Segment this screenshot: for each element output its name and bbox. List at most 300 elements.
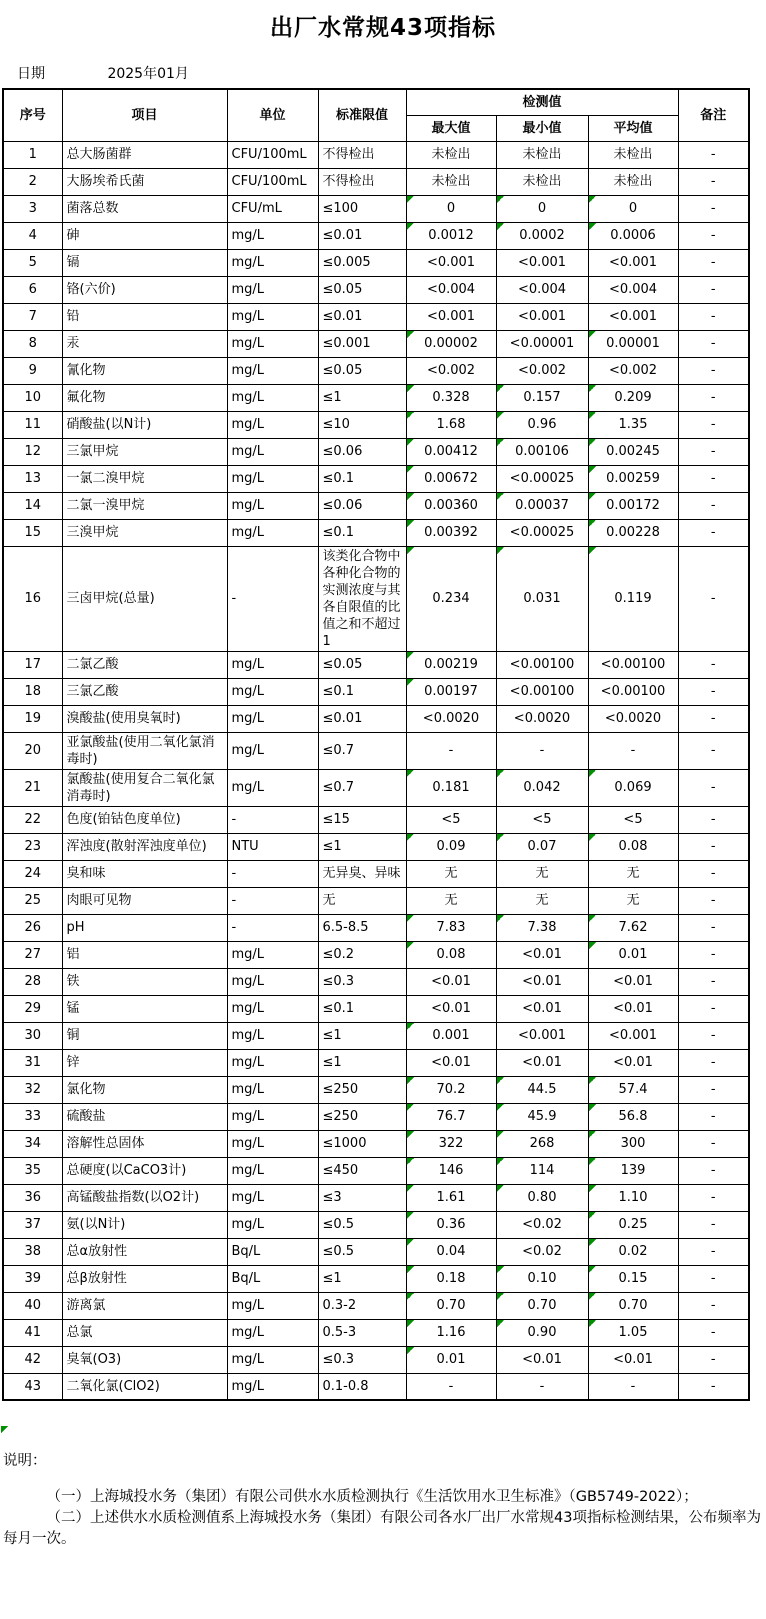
unit-cell: mg/L <box>227 1157 318 1184</box>
min-value-cell: 无 <box>496 860 588 887</box>
unit-cell: mg/L <box>227 1022 318 1049</box>
header-seq: 序号 <box>3 89 62 141</box>
max-value-cell: 0.01 <box>406 1346 496 1373</box>
item-cell: 亚氯酸盐(使用二氧化氯消毒时) <box>62 732 227 769</box>
unit-cell: mg/L <box>227 732 318 769</box>
min-value-cell: 0.042 <box>496 769 588 806</box>
item-cell: 总氯 <box>62 1319 227 1346</box>
limit-cell: ≤0.05 <box>318 276 406 303</box>
min-value-cell: 7.38 <box>496 914 588 941</box>
unit-cell: mg/L <box>227 968 318 995</box>
unit-cell: mg/L <box>227 1130 318 1157</box>
limit-cell: ≤3 <box>318 1184 406 1211</box>
seq-cell: 16 <box>3 546 62 651</box>
limit-cell: ≤0.7 <box>318 769 406 806</box>
min-value-cell: <0.00100 <box>496 678 588 705</box>
avg-value-cell: <0.001 <box>588 249 678 276</box>
unit-cell: mg/L <box>227 222 318 249</box>
unit-cell: CFU/mL <box>227 195 318 222</box>
item-cell: 氰化物 <box>62 357 227 384</box>
seq-cell: 26 <box>3 914 62 941</box>
seq-cell: 35 <box>3 1157 62 1184</box>
seq-cell: 9 <box>3 357 62 384</box>
unit-cell: mg/L <box>227 1049 318 1076</box>
min-value-cell: <0.02 <box>496 1211 588 1238</box>
max-value-cell: <0.002 <box>406 357 496 384</box>
seq-cell: 40 <box>3 1292 62 1319</box>
seq-cell: 20 <box>3 732 62 769</box>
seq-cell: 29 <box>3 995 62 1022</box>
limit-cell: ≤0.1 <box>318 678 406 705</box>
max-value-cell: <0.01 <box>406 995 496 1022</box>
item-cell: 三溴甲烷 <box>62 519 227 546</box>
table-row <box>3 141 749 168</box>
unit-cell: mg/L <box>227 303 318 330</box>
remark-cell: - <box>678 1157 749 1184</box>
note-item: （一）上海城投水务（集团）有限公司供水水质检测执行《生活饮用水卫生标准》（GB5749-2022）； <box>46 1489 698 1505</box>
table-row <box>3 1238 749 1265</box>
seq-cell: 39 <box>3 1265 62 1292</box>
min-value-cell: 0.157 <box>496 384 588 411</box>
remark-cell: - <box>678 732 749 769</box>
table-row <box>3 168 749 195</box>
header-avg: 平均值 <box>588 115 678 141</box>
remark-cell: - <box>678 168 749 195</box>
header-detection: 检测值 <box>406 89 678 115</box>
max-value-cell: 0.001 <box>406 1022 496 1049</box>
avg-value-cell: 未检出 <box>588 168 678 195</box>
limit-cell: ≤0.001 <box>318 330 406 357</box>
avg-value-cell: 无 <box>588 887 678 914</box>
seq-cell: 18 <box>3 678 62 705</box>
avg-value-cell: 0.0006 <box>588 222 678 249</box>
header-min: 最小值 <box>496 115 588 141</box>
unit-cell: mg/L <box>227 465 318 492</box>
header-limit: 标准限值 <box>318 89 406 141</box>
remark-cell: - <box>678 1346 749 1373</box>
max-value-cell: 0.00002 <box>406 330 496 357</box>
min-value-cell: 114 <box>496 1157 588 1184</box>
avg-value-cell: 7.62 <box>588 914 678 941</box>
min-value-cell: <0.01 <box>496 968 588 995</box>
limit-cell: ≤0.5 <box>318 1211 406 1238</box>
table-row <box>3 1292 749 1319</box>
seq-cell: 31 <box>3 1049 62 1076</box>
item-cell: 三氯甲烷 <box>62 438 227 465</box>
max-value-cell: 7.83 <box>406 914 496 941</box>
seq-cell: 23 <box>3 833 62 860</box>
item-cell: 镉 <box>62 249 227 276</box>
limit-cell: ≤0.06 <box>318 438 406 465</box>
unit-cell: mg/L <box>227 678 318 705</box>
avg-value-cell: <0.01 <box>588 1346 678 1373</box>
item-cell: 总大肠菌群 <box>62 141 227 168</box>
remark-cell: - <box>678 1292 749 1319</box>
min-value-cell: 0.90 <box>496 1319 588 1346</box>
max-value-cell: 0.00360 <box>406 492 496 519</box>
seq-cell: 42 <box>3 1346 62 1373</box>
table-row <box>3 705 749 732</box>
table-row <box>3 806 749 833</box>
avg-value-cell: <0.01 <box>588 1049 678 1076</box>
limit-cell: 6.5-8.5 <box>318 914 406 941</box>
table-row <box>3 1130 749 1157</box>
avg-value-cell: <0.00100 <box>588 651 678 678</box>
item-cell: 铅 <box>62 303 227 330</box>
remark-cell: - <box>678 806 749 833</box>
avg-value-cell: 57.4 <box>588 1076 678 1103</box>
seq-cell: 5 <box>3 249 62 276</box>
unit-cell: mg/L <box>227 1211 318 1238</box>
remark-cell: - <box>678 1211 749 1238</box>
unit-cell: mg/L <box>227 1346 318 1373</box>
limit-cell: 无异臭、异味 <box>318 860 406 887</box>
limit-cell: ≤1 <box>318 384 406 411</box>
min-value-cell: 0.07 <box>496 833 588 860</box>
min-value-cell: <0.002 <box>496 357 588 384</box>
table-row <box>3 941 749 968</box>
avg-value-cell: <0.01 <box>588 968 678 995</box>
limit-cell: 0.5-3 <box>318 1319 406 1346</box>
item-cell: 硫酸盐 <box>62 1103 227 1130</box>
item-cell: 铁 <box>62 968 227 995</box>
item-cell: 三卤甲烷(总量) <box>62 546 227 651</box>
table-row <box>3 384 749 411</box>
remark-cell: - <box>678 1319 749 1346</box>
avg-value-cell: 0.00172 <box>588 492 678 519</box>
remark-cell: - <box>678 678 749 705</box>
unit-cell: mg/L <box>227 1103 318 1130</box>
max-value-cell: 未检出 <box>406 168 496 195</box>
limit-cell: ≤100 <box>318 195 406 222</box>
max-value-cell: <0.01 <box>406 968 496 995</box>
unit-cell: Bq/L <box>227 1265 318 1292</box>
remark-cell: - <box>678 384 749 411</box>
avg-value-cell: <0.001 <box>588 303 678 330</box>
avg-value-cell: 0.08 <box>588 833 678 860</box>
avg-value-cell: 300 <box>588 1130 678 1157</box>
remark-cell: - <box>678 546 749 651</box>
avg-value-cell: 1.35 <box>588 411 678 438</box>
remark-cell: - <box>678 438 749 465</box>
table-row <box>3 492 749 519</box>
avg-value-cell: <0.0020 <box>588 705 678 732</box>
min-value-cell: <0.01 <box>496 1049 588 1076</box>
table-row <box>3 1373 749 1400</box>
min-value-cell: 0.96 <box>496 411 588 438</box>
seq-cell: 8 <box>3 330 62 357</box>
remark-cell: - <box>678 357 749 384</box>
max-value-cell: 0.00412 <box>406 438 496 465</box>
remark-cell: - <box>678 411 749 438</box>
max-value-cell: 0 <box>406 195 496 222</box>
remark-cell: - <box>678 249 749 276</box>
remark-cell: - <box>678 914 749 941</box>
unit-cell: mg/L <box>227 941 318 968</box>
remark-cell: - <box>678 519 749 546</box>
item-cell: 一氯二溴甲烷 <box>62 465 227 492</box>
table-row <box>3 1076 749 1103</box>
limit-cell: ≤0.1 <box>318 465 406 492</box>
avg-value-cell: 0.209 <box>588 384 678 411</box>
item-cell: 氨(以N计) <box>62 1211 227 1238</box>
item-cell: 二氯一溴甲烷 <box>62 492 227 519</box>
stray-text-flag-triangle <box>1 1426 8 1433</box>
remark-cell: - <box>678 465 749 492</box>
seq-cell: 32 <box>3 1076 62 1103</box>
limit-cell: ≤0.01 <box>318 222 406 249</box>
remark-cell: - <box>678 887 749 914</box>
unit-cell: CFU/100mL <box>227 168 318 195</box>
unit-cell: mg/L <box>227 249 318 276</box>
seq-cell: 12 <box>3 438 62 465</box>
seq-cell: 19 <box>3 705 62 732</box>
seq-cell: 25 <box>3 887 62 914</box>
item-cell: 臭和味 <box>62 860 227 887</box>
limit-cell: ≤0.5 <box>318 1238 406 1265</box>
unit-cell: mg/L <box>227 357 318 384</box>
min-value-cell: 0.0002 <box>496 222 588 249</box>
avg-value-cell: 0.069 <box>588 769 678 806</box>
item-cell: 大肠埃希氏菌 <box>62 168 227 195</box>
avg-value-cell: - <box>588 732 678 769</box>
seq-cell: 11 <box>3 411 62 438</box>
max-value-cell: 0.08 <box>406 941 496 968</box>
avg-value-cell: 0.15 <box>588 1265 678 1292</box>
avg-value-cell: <0.01 <box>588 995 678 1022</box>
date-value: 2025年01月 <box>107 66 189 82</box>
max-value-cell: 0.18 <box>406 1265 496 1292</box>
item-cell: 游离氯 <box>62 1292 227 1319</box>
item-cell: 铝 <box>62 941 227 968</box>
date-row <box>17 63 766 83</box>
seq-cell: 24 <box>3 860 62 887</box>
max-value-cell: <0.001 <box>406 249 496 276</box>
header-unit: 单位 <box>227 89 318 141</box>
table-row <box>3 330 749 357</box>
unit-cell: CFU/100mL <box>227 141 318 168</box>
max-value-cell: 146 <box>406 1157 496 1184</box>
limit-cell: 0.3-2 <box>318 1292 406 1319</box>
avg-value-cell: 0.00245 <box>588 438 678 465</box>
table-row <box>3 732 749 769</box>
max-value-cell: <5 <box>406 806 496 833</box>
max-value-cell: - <box>406 1373 496 1400</box>
item-cell: 浑浊度(散射浑浊度单位) <box>62 833 227 860</box>
item-cell: 铬(六价) <box>62 276 227 303</box>
table-row <box>3 1184 749 1211</box>
seq-cell: 22 <box>3 806 62 833</box>
remark-cell: - <box>678 1184 749 1211</box>
table-row <box>3 519 749 546</box>
min-value-cell: <0.0020 <box>496 705 588 732</box>
seq-cell: 3 <box>3 195 62 222</box>
max-value-cell: <0.001 <box>406 303 496 330</box>
item-cell: 三氯乙酸 <box>62 678 227 705</box>
remark-cell: - <box>678 651 749 678</box>
table-row <box>3 222 749 249</box>
item-cell: 色度(铂钴色度单位) <box>62 806 227 833</box>
min-value-cell: <5 <box>496 806 588 833</box>
max-value-cell: 1.61 <box>406 1184 496 1211</box>
remark-cell: - <box>678 276 749 303</box>
page-title: 出厂水常规43项指标 <box>269 15 496 41</box>
min-value-cell: 0.70 <box>496 1292 588 1319</box>
min-value-cell: 268 <box>496 1130 588 1157</box>
max-value-cell: 0.00197 <box>406 678 496 705</box>
max-value-cell: 0.181 <box>406 769 496 806</box>
max-value-cell: 0.04 <box>406 1238 496 1265</box>
avg-value-cell: 1.10 <box>588 1184 678 1211</box>
unit-cell: NTU <box>227 833 318 860</box>
seq-cell: 17 <box>3 651 62 678</box>
remark-cell: - <box>678 1265 749 1292</box>
max-value-cell: 未检出 <box>406 141 496 168</box>
seq-cell: 13 <box>3 465 62 492</box>
avg-value-cell: 无 <box>588 860 678 887</box>
min-value-cell: <0.01 <box>496 941 588 968</box>
unit-cell: - <box>227 914 318 941</box>
avg-value-cell: <0.001 <box>588 1022 678 1049</box>
item-cell: 臭氧(O3) <box>62 1346 227 1373</box>
remark-cell: - <box>678 860 749 887</box>
item-cell: 锰 <box>62 995 227 1022</box>
unit-cell: mg/L <box>227 330 318 357</box>
seq-cell: 36 <box>3 1184 62 1211</box>
min-value-cell: <0.001 <box>496 249 588 276</box>
unit-cell: mg/L <box>227 705 318 732</box>
unit-cell: Bq/L <box>227 1238 318 1265</box>
table-row <box>3 195 749 222</box>
table-row <box>3 914 749 941</box>
table-row <box>3 968 749 995</box>
remark-cell: - <box>678 1049 749 1076</box>
remark-cell: - <box>678 1076 749 1103</box>
avg-value-cell: 56.8 <box>588 1103 678 1130</box>
seq-cell: 38 <box>3 1238 62 1265</box>
avg-value-cell: - <box>588 1373 678 1400</box>
avg-value-cell: 0.70 <box>588 1292 678 1319</box>
item-cell: 锌 <box>62 1049 227 1076</box>
unit-cell: mg/L <box>227 411 318 438</box>
item-cell: pH <box>62 914 227 941</box>
unit-cell: mg/L <box>227 769 318 806</box>
min-value-cell: <0.00100 <box>496 651 588 678</box>
table-row <box>3 1346 749 1373</box>
item-cell: 菌落总数 <box>62 195 227 222</box>
limit-cell: ≤450 <box>318 1157 406 1184</box>
header-item: 项目 <box>62 89 227 141</box>
header-row-top <box>3 89 749 115</box>
header-max: 最大值 <box>406 115 496 141</box>
table-row <box>3 833 749 860</box>
remark-cell: - <box>678 1373 749 1400</box>
limit-cell: 无 <box>318 887 406 914</box>
seq-cell: 10 <box>3 384 62 411</box>
min-value-cell: <0.001 <box>496 303 588 330</box>
avg-value-cell: <0.00100 <box>588 678 678 705</box>
seq-cell: 37 <box>3 1211 62 1238</box>
min-value-cell: <0.004 <box>496 276 588 303</box>
avg-value-cell: 0 <box>588 195 678 222</box>
max-value-cell: 0.09 <box>406 833 496 860</box>
limit-cell: ≤15 <box>318 806 406 833</box>
table-row <box>3 411 749 438</box>
max-value-cell: 0.234 <box>406 546 496 651</box>
limit-cell: 该类化合物中各种化合物的实测浓度与其各自限值的比值之和不超过1 <box>318 546 406 651</box>
limit-cell: ≤0.01 <box>318 303 406 330</box>
item-cell: 总β放射性 <box>62 1265 227 1292</box>
min-value-cell: 0.00106 <box>496 438 588 465</box>
avg-value-cell: 0.00259 <box>588 465 678 492</box>
table-row <box>3 357 749 384</box>
limit-cell: ≤0.1 <box>318 995 406 1022</box>
item-cell: 硝酸盐(以N计) <box>62 411 227 438</box>
avg-value-cell: 0.00001 <box>588 330 678 357</box>
limit-cell: ≤0.06 <box>318 492 406 519</box>
table-row <box>3 860 749 887</box>
seq-cell: 33 <box>3 1103 62 1130</box>
limit-cell: ≤0.3 <box>318 1346 406 1373</box>
item-cell: 氯化物 <box>62 1076 227 1103</box>
unit-cell: - <box>227 887 318 914</box>
max-value-cell: 0.70 <box>406 1292 496 1319</box>
avg-value-cell: 0.02 <box>588 1238 678 1265</box>
remark-cell: - <box>678 1130 749 1157</box>
max-value-cell: <0.0020 <box>406 705 496 732</box>
seq-cell: 15 <box>3 519 62 546</box>
max-value-cell: 0.00219 <box>406 651 496 678</box>
limit-cell: ≤1 <box>318 1049 406 1076</box>
seq-cell: 41 <box>3 1319 62 1346</box>
remark-cell: - <box>678 195 749 222</box>
min-value-cell: 0 <box>496 195 588 222</box>
avg-value-cell: 0.119 <box>588 546 678 651</box>
min-value-cell: 44.5 <box>496 1076 588 1103</box>
max-value-cell: 76.7 <box>406 1103 496 1130</box>
max-value-cell: 1.16 <box>406 1319 496 1346</box>
limit-cell: ≤10 <box>318 411 406 438</box>
seq-cell: 6 <box>3 276 62 303</box>
limit-cell: 不得检出 <box>318 168 406 195</box>
min-value-cell: 0.80 <box>496 1184 588 1211</box>
unit-cell: mg/L <box>227 519 318 546</box>
min-value-cell: 0.00037 <box>496 492 588 519</box>
min-value-cell: 45.9 <box>496 1103 588 1130</box>
item-cell: 氯酸盐(使用复合二氧化氯消毒时) <box>62 769 227 806</box>
avg-value-cell: 1.05 <box>588 1319 678 1346</box>
avg-value-cell: 0.25 <box>588 1211 678 1238</box>
max-value-cell: 1.68 <box>406 411 496 438</box>
table-row <box>3 678 749 705</box>
unit-cell: mg/L <box>227 492 318 519</box>
avg-value-cell: <0.004 <box>588 276 678 303</box>
min-value-cell: <0.00001 <box>496 330 588 357</box>
table-row <box>3 465 749 492</box>
unit-cell: mg/L <box>227 1292 318 1319</box>
min-value-cell: <0.001 <box>496 1022 588 1049</box>
unit-cell: mg/L <box>227 1184 318 1211</box>
remark-cell: - <box>678 1238 749 1265</box>
date-label: 日期 <box>17 66 45 82</box>
seq-cell: 43 <box>3 1373 62 1400</box>
table-row <box>3 303 749 330</box>
max-value-cell: 0.0012 <box>406 222 496 249</box>
remark-cell: - <box>678 492 749 519</box>
limit-cell: ≤250 <box>318 1076 406 1103</box>
item-cell: 铜 <box>62 1022 227 1049</box>
remark-cell: - <box>678 769 749 806</box>
